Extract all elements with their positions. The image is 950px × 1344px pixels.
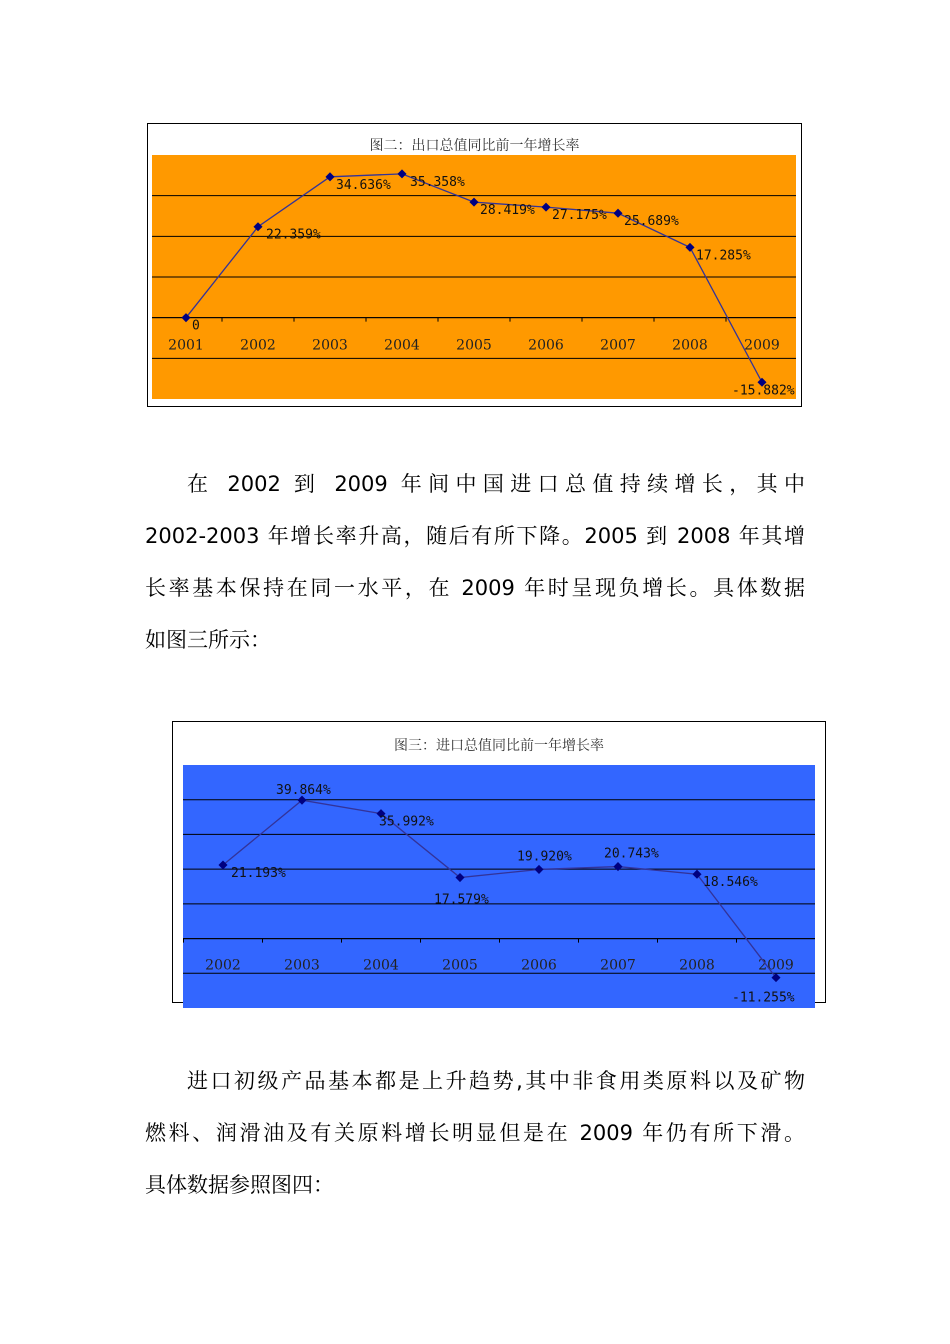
- paragraph-line: 在 2002 到 2009 年间中国进口总值持续增长，其中: [187, 472, 805, 496]
- paragraph-line: 进口初级产品基本都是上升趋势,其中非食用类原料以及矿物: [187, 1069, 805, 1093]
- data-label: -11.255%: [732, 990, 795, 1006]
- paragraph-line: 2002-2003 年增长率升高，随后有所下降。2005 到 2008 年其增: [145, 524, 805, 548]
- body-paragraph-2: [145, 1055, 805, 1211]
- data-label: 20.743%: [604, 846, 659, 862]
- data-label: 21.193%: [231, 866, 286, 882]
- data-label: 17.579%: [434, 892, 489, 908]
- data-label: 22.359%: [266, 227, 321, 243]
- data-label: 18.546%: [703, 875, 758, 891]
- data-label: 19.920%: [517, 849, 572, 865]
- x-tick-label: 2008: [672, 337, 708, 354]
- x-tick-label: 2005: [456, 337, 492, 354]
- x-tick-label: 2004: [384, 337, 420, 354]
- x-tick-label: 2006: [521, 957, 557, 974]
- x-tick-label: 2005: [442, 957, 478, 974]
- body-paragraph-1: [145, 458, 805, 666]
- data-label: 35.992%: [379, 814, 434, 830]
- chart-title: 图二：出口总值同比前一年增长率: [369, 138, 580, 154]
- data-label: 0: [192, 318, 200, 334]
- x-tick-label: 2007: [600, 337, 636, 354]
- data-label: 34.636%: [336, 177, 391, 193]
- paragraph-line: 长率基本保持在同一水平，在 2009 年时呈现负增长。具体数据: [145, 576, 805, 600]
- data-label: 28.419%: [480, 203, 535, 219]
- data-label: 35.358%: [410, 174, 465, 190]
- import-growth-chart: [172, 721, 826, 1006]
- x-tick-label: 2009: [744, 337, 780, 354]
- x-tick-label: 2008: [679, 957, 715, 974]
- x-tick-label: 2002: [240, 337, 276, 354]
- x-tick-label: 2006: [528, 337, 564, 354]
- x-tick-label: 2001: [168, 337, 204, 354]
- paragraph-line: 具体数据参照图四：: [145, 1173, 334, 1197]
- x-tick-label: 2003: [284, 957, 320, 974]
- x-tick-label: 2009: [758, 957, 794, 974]
- paragraph-line: 燃料、润滑油及有关原料增长明显但是在 2009 年仍有所下滑。: [145, 1121, 805, 1145]
- export-growth-plot: [152, 155, 796, 399]
- x-tick-label: 2003: [312, 337, 348, 354]
- data-label: 27.175%: [552, 208, 607, 224]
- x-tick-label: 2007: [600, 957, 636, 974]
- import-growth-plot: [183, 765, 815, 1008]
- paragraph-line: 如图三所示：: [145, 628, 271, 652]
- x-tick-label: 2004: [363, 957, 399, 974]
- export-growth-chart: [147, 123, 802, 407]
- data-label: -15.882%: [732, 383, 795, 399]
- x-tick-label: 2002: [205, 957, 241, 974]
- data-label: 25.689%: [624, 214, 679, 230]
- data-label: 17.285%: [696, 248, 751, 264]
- data-label: 39.864%: [276, 783, 331, 799]
- chart-title: 图三：进口总值同比前一年增长率: [394, 738, 604, 754]
